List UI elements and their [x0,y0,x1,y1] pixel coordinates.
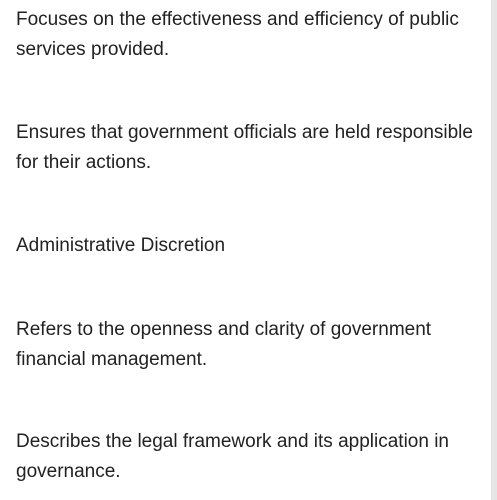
answer-option[interactable]: Refers to the openness and clarity of government financial management. [16,319,432,370]
scrollbar[interactable] [491,0,497,500]
answer-option[interactable]: Administrative Discretion [16,235,226,256]
answer-option[interactable]: Focuses on the effectiveness and efficiency of public services provided. [16,9,459,60]
answer-option[interactable]: Ensures that government officials are held responsible for their actions. [16,122,473,173]
answer-option[interactable]: Describes the legal framework and its application in governance. [16,431,449,482]
